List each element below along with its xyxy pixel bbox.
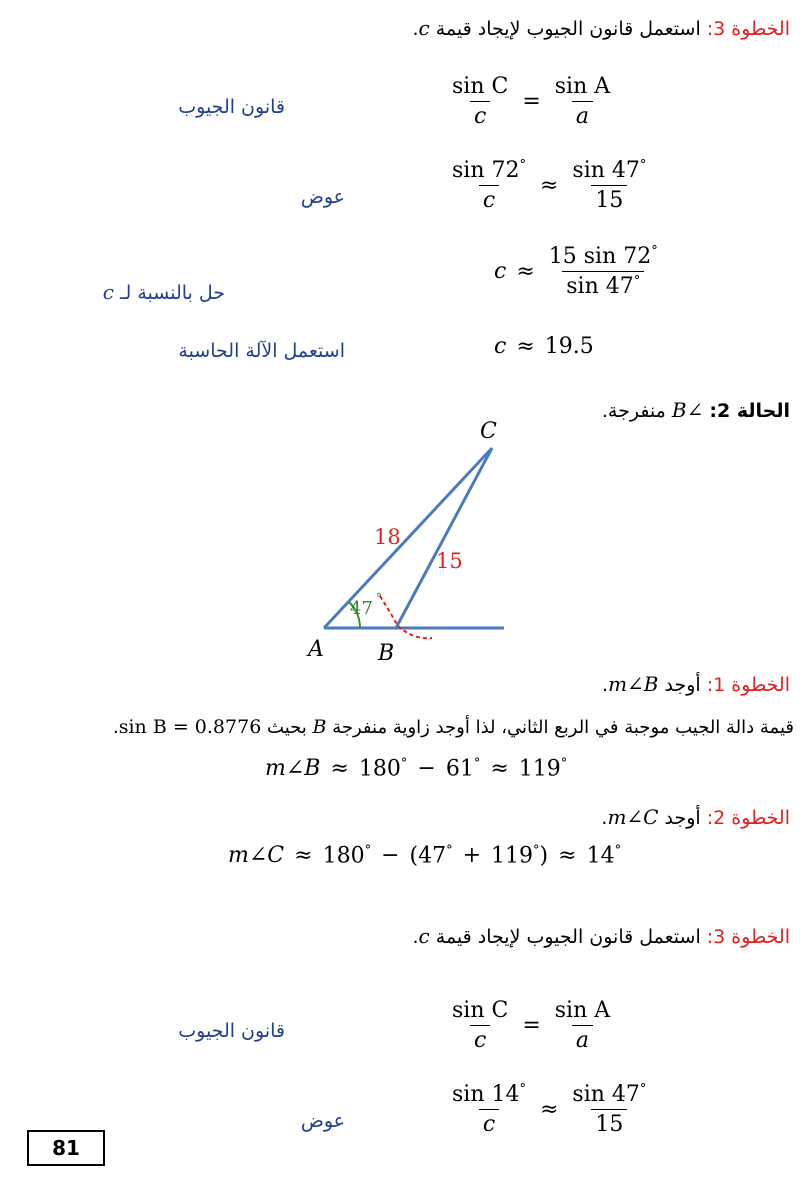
fraction	[551, 998, 614, 1054]
denominator: sin 47	[566, 274, 634, 300]
degree-sign: °	[519, 1081, 526, 1097]
denominator: 15	[591, 185, 627, 213]
var-c: c	[418, 924, 430, 948]
operator: ≈	[516, 259, 535, 285]
var-c: c	[102, 280, 114, 304]
step-text: استعمل قانون الجيوب لإيجاد قيمة	[435, 926, 701, 948]
degree-sign: °	[376, 591, 382, 605]
fraction	[568, 1082, 650, 1138]
substitute-label-bottom: عوض	[300, 1110, 345, 1132]
step3-heading-bottom: الخطوة 3: استعمل قانون الجيوب لإيجاد قيمة c.	[412, 924, 790, 948]
denominator: c	[479, 1109, 499, 1137]
step1-heading: الخطوة 1: أوجد m∠B.	[602, 672, 790, 696]
step2-heading: الخطوة 2: أوجد m∠C.	[601, 805, 790, 829]
solve-for-c-label: حل بالنسبة لـ c	[102, 280, 225, 304]
numerator: sin 14	[452, 1082, 520, 1107]
lhs: c	[494, 334, 507, 359]
calculator-label: استعمل الآلة الحاسبة	[178, 340, 345, 362]
numerator: sin 47	[572, 1082, 640, 1107]
step-label: الخطوة 1:	[706, 674, 790, 696]
sine-note: قيمة دالة الجيب موجبة في الربع الثاني، لذا أوجد زاوية منفرجة B بحيث sin B = 0.8776.	[113, 716, 794, 738]
case-label: الحالة 2:	[709, 400, 790, 422]
side-bc	[396, 448, 492, 628]
law-of-sines-label-bottom: قانون الجيوب	[178, 1020, 285, 1042]
numerator: sin C	[452, 74, 509, 99]
degree-sign: °	[651, 243, 658, 259]
fraction	[448, 998, 512, 1054]
operator: ≈	[539, 173, 559, 199]
step-label: الخطوة 3:	[706, 18, 790, 40]
operator: =	[522, 89, 541, 115]
side-bc-length: 15	[436, 549, 463, 573]
angle-a-measure: 47	[350, 598, 373, 619]
side-ac-length: 18	[374, 525, 401, 549]
expr: m∠B	[608, 672, 659, 696]
m-angle-c-equation: m∠C ≈ 180° − (47° + 119°) ≈ 14°	[228, 843, 622, 869]
vertex-c-label: C	[480, 419, 497, 444]
numerator: sin 47	[572, 158, 640, 183]
vertex-a-label: A	[308, 637, 324, 662]
operator: ≈	[539, 1097, 559, 1123]
sine-value: sin B = 0.8776	[118, 716, 262, 738]
degree-sign: °	[633, 273, 641, 289]
operator: =	[522, 1013, 541, 1039]
denominator: 15	[591, 1109, 627, 1137]
numerator: sin C	[452, 998, 509, 1023]
step-text: أوجد	[664, 807, 701, 829]
numerator: 15 sin 72	[548, 244, 652, 269]
denominator: c	[470, 1025, 490, 1053]
angle-b: ∠B	[671, 398, 704, 422]
var-c: c	[418, 16, 430, 40]
fraction	[448, 1082, 530, 1138]
degree-sign: °	[639, 1081, 647, 1097]
page-number: 81	[27, 1130, 105, 1166]
value: 19.5	[544, 334, 594, 359]
vertex-b-label: B	[378, 641, 395, 666]
step-text: استعمل قانون الجيوب لإيجاد قيمة	[435, 18, 701, 40]
m-angle-b-equation: m∠B ≈ 180° − 61° ≈ 119°	[265, 756, 568, 782]
var-b: B	[312, 716, 327, 738]
case-text: منفرجة.	[601, 400, 666, 422]
numerator: sin 72	[452, 158, 520, 183]
degree-sign: °	[639, 157, 647, 173]
note-mid: بحيث	[267, 717, 307, 738]
step3-heading-top: الخطوة 3: استعمل قانون الجيوب لإيجاد قيمة c.	[412, 16, 790, 40]
substitute-equation-bottom	[448, 1082, 650, 1138]
swing-arc	[380, 596, 432, 638]
step-label: الخطوة 3:	[706, 926, 790, 948]
law-of-sines-label: قانون الجيوب	[178, 96, 285, 118]
lhs: c	[494, 259, 507, 285]
denominator: a	[572, 1025, 593, 1053]
substitute-label: عوض	[300, 186, 345, 208]
note-text: قيمة دالة الجيب موجبة في الربع الثاني، لذا أوجد زاوية منفرجة	[332, 717, 794, 738]
numerator: sin A	[554, 74, 611, 99]
denominator: a	[572, 101, 593, 129]
operator: ≈	[516, 334, 535, 359]
numerator: sin A	[554, 998, 611, 1023]
step-text: أوجد	[664, 674, 701, 696]
step-label: الخطوة 2:	[706, 807, 790, 829]
law-of-sines-equation-bottom	[448, 998, 614, 1054]
expr: m∠C	[607, 805, 659, 829]
denominator: c	[470, 101, 490, 129]
denominator: c	[479, 185, 499, 213]
degree-sign: °	[519, 157, 526, 173]
